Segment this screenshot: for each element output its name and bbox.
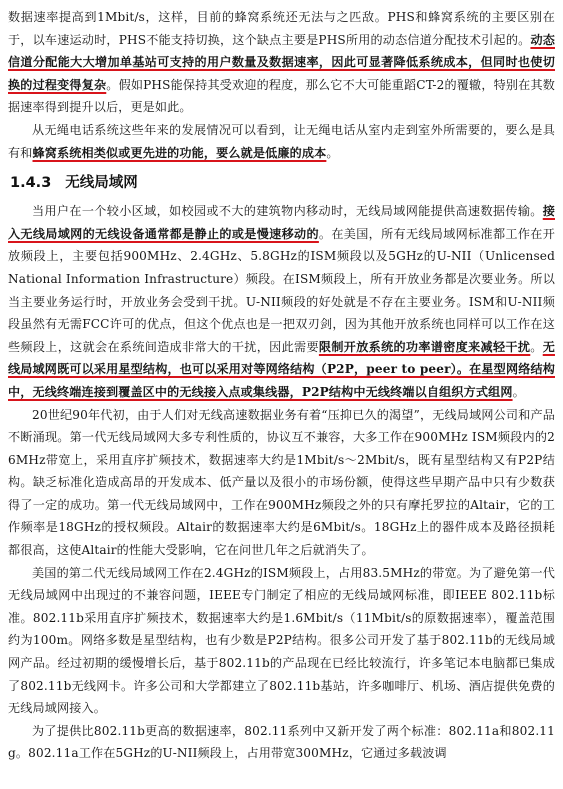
paragraph-first-generation — [8, 404, 555, 562]
section-heading — [10, 172, 555, 194]
text-run: 。在美国，所有无线局域网标准都工作在开放频段上，主要包括900MHz、2.4GHz、5.8GHz的ISM频段以及5GHz的U-NII（Unlicensed National Information Infrastructure）频段。在ISM频段上，所有开放业务都是次要业务。所以当主要业务运行时，开放业务会受到干扰。U-NII频段的好处就是不存在主要业务。ISM和U-NII频段虽然有无需FCC许可的优点，但这个优点也是一把双刃剑，因为其他开放系统也同样可以工作在这些频段上，这就会在系统间造成非常大的干扰，因此需要 — [8, 226, 555, 354]
text-run: 。 — [326, 145, 339, 160]
text-run: 。假如PHS能保持其受欢迎的程度，那么它不大可能重蹈CT-2的覆辙，特别在其数据速率得到提升以后，更是如此。 — [8, 77, 555, 115]
text-run: 。 — [512, 384, 525, 399]
paragraph-wlan-intro — [8, 200, 555, 403]
paragraph-phs-handoff — [8, 6, 555, 119]
highlighted-text: 无线局域网既可以采用星型结构，也可以采用对等网络结构（P2P，peer to peer）。在星型网络结构中，无线终端连接到覆盖区中的无线接入点或集线器，P2P结构中无线终端以自组织方式组网 — [8, 339, 555, 399]
paragraph-802-11a-g — [8, 720, 555, 765]
text-run: 。 — [530, 339, 543, 354]
paragraph-second-generation — [8, 562, 555, 720]
text-run: 数据速率提高到1Mbit/s，这样，目前的蜂窝系统还无法与之匹敌。PHS和蜂窝系统的主要区别在于，以车速运动时，PHS不能支持切换，这个缺点主要是PHS所用的动态信道分配技术引起的。 — [8, 10, 555, 47]
highlighted-text: 动态信道分配能大大增加单基站可支持的用户数量及数据速率，因此可显著降低系统成本，但同时也使切换的过程变得复杂 — [8, 32, 555, 92]
text-run: 20世纪90年代初，由于人们对无线高速数据业务有着“压抑已久的渴望”，无线局域网公司和产品不断涌现。第一代无线局域网大多专利性质的，协议互不兼容，大多工作在900MHz ISM频段内的26MHz带宽上，采用直序扩频技术，数据速率大约是1Mbit/s～2Mbit/s，既有星型结构又有P2P结构。缺乏标准化造成高昂的开发成本、低产量以及很小的市场份额，使得这些早期产品中只有少数获得了一定的成功。第一代无线局域网中，工作在900MHz频段之外的只有摩托罗拉的Altair，它的工作频率是18GHz的授权频段。Altair的数据速率大约是6Mbit/s。18GHz上的器件成本及路径损耗都很高，这使Altair的性能大受影响，它在问世几年之后就消失了。 — [8, 407, 555, 558]
text-run: 当用户在一个较小区域，如校园或不大的建筑物内移动时，无线局域网能提供高速数据传输。 — [32, 204, 543, 219]
highlighted-text: 蜂窝系统相类似或更先进的功能，要么就是低廉的成本 — [32, 145, 327, 160]
highlighted-text: 接入无线局域网的无线设备通常都是静止的或是慢速移动的 — [8, 204, 555, 241]
text-run: 从无绳电话系统这些年来的发展情况可以看到，让无绳电话从室内走到室外所需要的，要么是具有和 — [8, 122, 555, 160]
text-run: 为了提供比802.11b更高的数据速率，802.11系列中又新开发了两个标准：802.11a和802.11g。802.11a工作在5GHz的U-NII频段上，占用带宽300MHz，它通过多载波调 — [8, 723, 555, 761]
paragraph-cordless-summary — [8, 119, 555, 164]
text-run: 美国的第二代无线局域网工作在2.4GHz的ISM频段上，占用83.5MHz的带宽。为了避免第一代无线局域网中出现过的不兼容问题，IEEE专门制定了相应的无线局域网标准，即IEEE 802.11b标准。802.11b采用直序扩频技术，数据速率大约是1.6Mbit/s（11Mbit/s的原数据速率），覆盖范围约为100m。网络多数是星型结构，也有少数是P2P结构。很多公司开发了基于802.11b的无线局域网产品。经过初期的缓慢增长后，基于802.11b的产品现在已经比较流行，许多笔记本电脑都已集成了802.11b无线网卡。许多公司和大学都建立了802.11b基站，许多咖啡厅、机场、酒店提供免费的无线局域网接入。 — [8, 565, 555, 716]
highlighted-text: 限制开放系统的功率谱密度来减轻干扰 — [318, 339, 531, 354]
section-title: 无线局域网 — [65, 175, 138, 192]
section-number: 1.4.3 — [10, 175, 52, 192]
